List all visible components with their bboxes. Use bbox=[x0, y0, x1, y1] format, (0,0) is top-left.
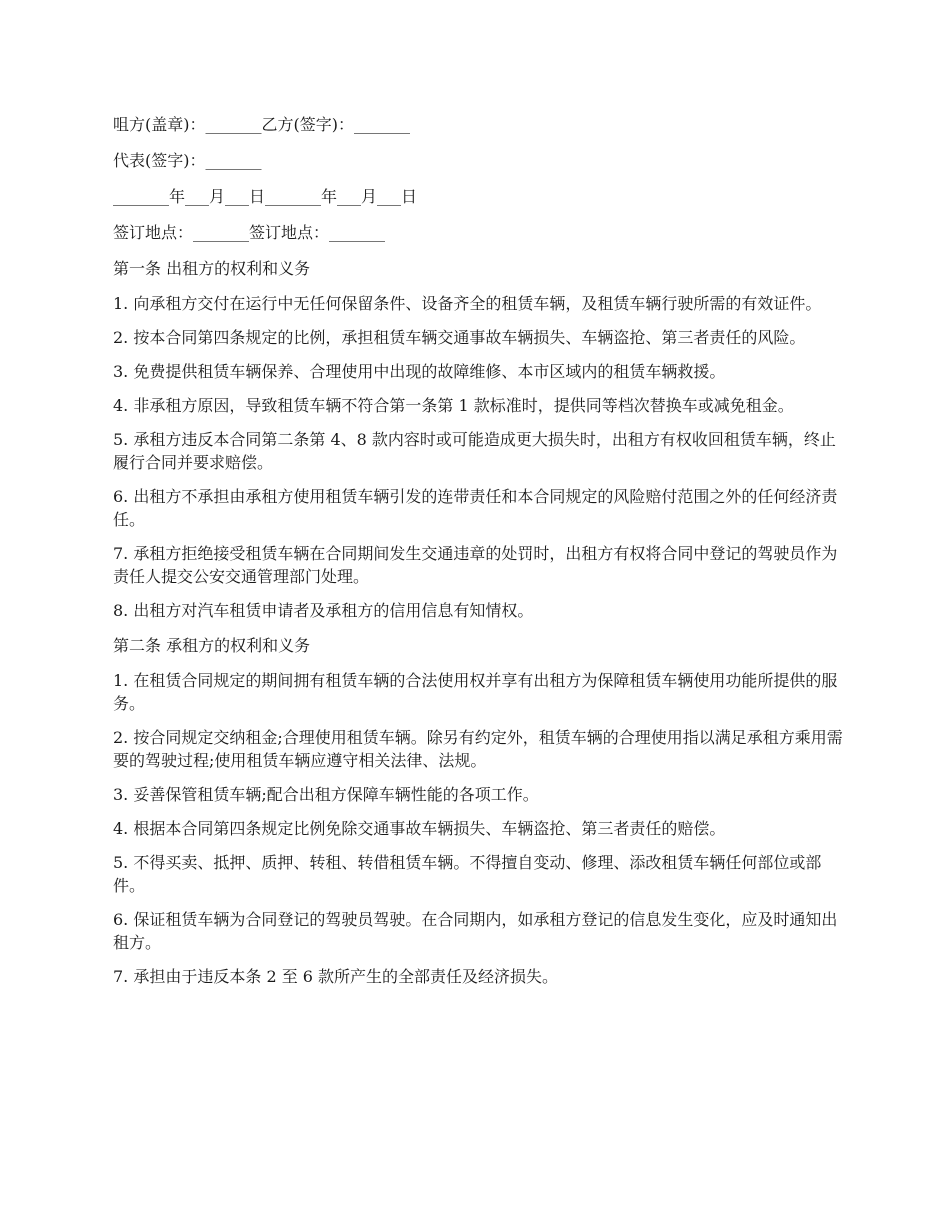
article1-item: 3. 免费提供租赁车辆保养、合理使用中出现的故障维修、本市区域内的租赁车辆救援。 bbox=[113, 362, 726, 381]
signing-date-line: _______年___月___日_______年___月___日 bbox=[113, 187, 418, 206]
article1-item: 7. 承租方拒绝接受租赁车辆在合同期间发生交通违章的处罚时，出租方有权将合同中登记的驾驶员作为责任人提交公安交通管理部门处理。 bbox=[113, 544, 838, 586]
article1-heading: 第一条 出租方的权利和义务 bbox=[113, 259, 311, 278]
article2-item: 5. 不得买卖、抵押、质押、转租、转借租赁车辆。不得擅自变动、修理、添改租赁车辆任何部位或部件。 bbox=[113, 853, 822, 895]
article1-item: 5. 承租方违反本合同第二条第 4、8 款内容时或可能造成更大损失时，出租方有权收回租赁车辆，终止履行合同并要求赔偿。 bbox=[113, 430, 836, 472]
representative-signature-line: 代表(签字)：_______ bbox=[113, 151, 262, 170]
article2-item: 2. 按合同规定交纳租金;合理使用租赁车辆。除另有约定外，租赁车辆的合理使用指以满足承租方乘用需要的驾驶过程;使用租赁车辆应遵守相关法律、法规。 bbox=[113, 728, 843, 770]
article2-item: 3. 妥善保管租赁车辆;配合出租方保障车辆性能的各项工作。 bbox=[113, 785, 539, 804]
article1-item: 2. 按本合同第四条规定的比例，承担租赁车辆交通事故车辆损失、车辆盗抢、第三者责任的风险。 bbox=[113, 328, 806, 347]
article1-item: 6. 出租方不承担由承租方使用租赁车辆引发的连带责任和本合同规定的风险赔付范围之外的任何经济责任。 bbox=[113, 487, 838, 529]
signing-place-line: 签订地点：_______签订地点：_______ bbox=[113, 223, 386, 242]
article2-heading: 第二条 承租方的权利和义务 bbox=[113, 636, 311, 655]
article2-item: 4. 根据本合同第四条规定比例免除交通事故车辆损失、车辆盗抢、第三者责任的赔偿。 bbox=[113, 819, 726, 838]
article2-item: 7. 承担由于违反本条 2 至 6 款所产生的全部责任及经济损失。 bbox=[113, 967, 559, 986]
article1-item: 1. 向承租方交付在运行中无任何保留条件、设备齐全的租赁车辆，及租赁车辆行驶所需的有效证件。 bbox=[113, 294, 822, 313]
article1-item: 4. 非承租方原因，导致租赁车辆不符合第一条第 1 款标准时，提供同等档次替换车或减免租金。 bbox=[113, 396, 794, 415]
article2-item: 6. 保证租赁车辆为合同登记的驾驶员驾驶。在合同期内，如承租方登记的信息发生变化，应及时通知出租方。 bbox=[113, 910, 838, 952]
party-signature-line: 咀方(盖章)：_______乙方(签字)：_______ bbox=[113, 115, 410, 134]
article1-item: 8. 出租方对汽车租赁申请者及承租方的信用信息有知情权。 bbox=[113, 601, 534, 620]
document-page bbox=[113, 112, 843, 999]
article2-item: 1. 在租赁合同规定的期间拥有租赁车辆的合法使用权并享有出租方为保障租赁车辆使用功能所提供的服务。 bbox=[113, 671, 838, 713]
